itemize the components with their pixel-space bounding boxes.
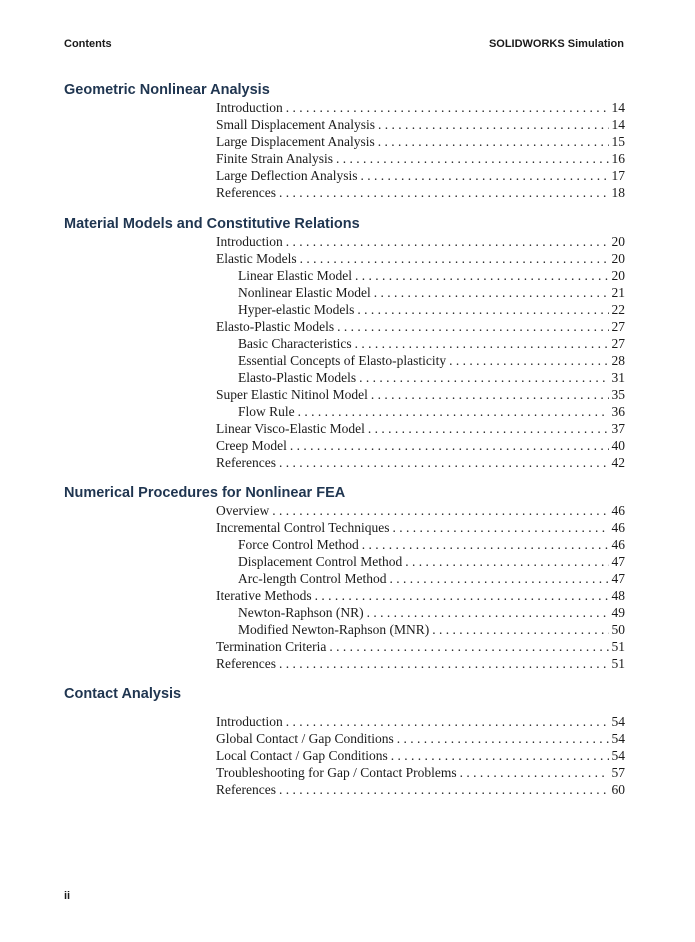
dot-leader bbox=[367, 604, 609, 621]
entry-page-number: 14 bbox=[611, 117, 625, 132]
toc-entry[interactable] bbox=[216, 454, 625, 471]
section-title: Material Models and Constitutive Relations bbox=[64, 216, 360, 232]
entry-title: Incremental Control Techniques bbox=[216, 520, 390, 535]
toc-section-numerical-procedures bbox=[64, 484, 624, 672]
entry-page-number: 20 bbox=[611, 251, 625, 266]
dot-leader bbox=[300, 250, 609, 267]
dot-leader bbox=[315, 587, 609, 604]
entry-page-number: 46 bbox=[611, 503, 625, 518]
toc-subentry[interactable] bbox=[216, 284, 625, 301]
entry-page-number: 15 bbox=[611, 134, 625, 149]
toc-subentry[interactable] bbox=[216, 570, 625, 587]
toc-section-contact-analysis bbox=[64, 685, 624, 798]
dot-leader bbox=[397, 730, 609, 747]
toc-entry[interactable] bbox=[216, 133, 625, 150]
entry-title: Flow Rule bbox=[238, 404, 295, 419]
entry-page-number: 18 bbox=[611, 185, 625, 200]
entry-title: Overview bbox=[216, 503, 270, 518]
entry-title: References bbox=[216, 656, 276, 671]
entry-title: Linear Elastic Model bbox=[238, 268, 352, 283]
entry-page-number: 35 bbox=[611, 387, 625, 402]
toc-entry[interactable] bbox=[216, 437, 625, 454]
entry-page-number: 36 bbox=[611, 404, 625, 419]
header-book-title: SOLIDWORKS Simulation bbox=[488, 38, 624, 50]
toc-entry[interactable] bbox=[216, 150, 625, 167]
toc-subentry[interactable] bbox=[216, 267, 625, 284]
entry-page-number: 20 bbox=[611, 268, 625, 283]
entry-title: Newton-Raphson (NR) bbox=[238, 605, 364, 620]
dot-leader bbox=[371, 386, 609, 403]
toc-subentry[interactable] bbox=[216, 403, 625, 420]
entry-page-number: 21 bbox=[611, 285, 625, 300]
header-contents-label: Contents bbox=[64, 38, 112, 50]
dot-leader bbox=[279, 184, 609, 201]
toc-entry-list bbox=[216, 502, 625, 672]
entry-page-number: 54 bbox=[611, 714, 625, 729]
toc-entry[interactable] bbox=[216, 713, 625, 730]
toc-subentry[interactable] bbox=[216, 604, 625, 621]
dot-leader bbox=[298, 403, 609, 420]
entry-title: Linear Visco-Elastic Model bbox=[216, 421, 365, 436]
toc-entry[interactable] bbox=[216, 655, 625, 672]
entry-title: Elasto-Plastic Models bbox=[238, 370, 357, 385]
dot-leader bbox=[374, 284, 609, 301]
entry-page-number: 48 bbox=[611, 588, 625, 603]
dot-leader bbox=[329, 638, 608, 655]
toc-entry[interactable] bbox=[216, 420, 625, 437]
entry-page-number: 22 bbox=[611, 302, 625, 317]
dot-leader bbox=[362, 536, 609, 553]
entry-title: Arc-length Control Method bbox=[238, 571, 387, 586]
dot-leader bbox=[368, 420, 609, 437]
dot-leader bbox=[449, 352, 608, 369]
page-number: ii bbox=[64, 890, 71, 902]
entry-page-number: 50 bbox=[611, 622, 625, 637]
entry-title: Basic Characteristics bbox=[238, 336, 352, 351]
toc-entry[interactable] bbox=[216, 116, 625, 133]
toc-entry[interactable] bbox=[216, 250, 625, 267]
dot-leader bbox=[389, 570, 608, 587]
entry-title: Finite Strain Analysis bbox=[216, 151, 334, 166]
dot-leader bbox=[272, 502, 608, 519]
toc-entry[interactable] bbox=[216, 730, 625, 747]
entry-page-number: 42 bbox=[611, 455, 625, 470]
toc-entry[interactable] bbox=[216, 587, 625, 604]
entry-page-number: 54 bbox=[611, 731, 625, 746]
dot-leader bbox=[378, 116, 609, 133]
toc-entry-list bbox=[216, 99, 625, 201]
entry-title: Hyper-elastic Models bbox=[238, 302, 355, 317]
entry-page-number: 54 bbox=[611, 748, 625, 763]
dot-leader bbox=[286, 233, 609, 250]
dot-leader bbox=[286, 99, 609, 116]
entry-title: Local Contact / Gap Conditions bbox=[216, 748, 388, 763]
dot-leader bbox=[359, 369, 608, 386]
entry-title: References bbox=[216, 782, 276, 797]
toc-entry[interactable] bbox=[216, 502, 625, 519]
toc-entry[interactable] bbox=[216, 781, 625, 798]
dot-leader bbox=[286, 713, 609, 730]
toc-entry[interactable] bbox=[216, 747, 625, 764]
toc-entry[interactable] bbox=[216, 167, 625, 184]
toc-entry[interactable] bbox=[216, 233, 625, 250]
entry-page-number: 20 bbox=[611, 234, 625, 249]
entry-page-number: 60 bbox=[611, 782, 625, 797]
entry-page-number: 28 bbox=[611, 353, 625, 368]
dot-leader bbox=[290, 437, 609, 454]
entry-title: Small Displacement Analysis bbox=[216, 117, 375, 132]
entry-title: Essential Concepts of Elasto-plasticity bbox=[238, 353, 447, 368]
toc-subentry[interactable] bbox=[216, 301, 625, 318]
dot-leader bbox=[279, 655, 609, 672]
toc-entry[interactable] bbox=[216, 184, 625, 201]
entry-page-number: 47 bbox=[611, 571, 625, 586]
toc-entry-list bbox=[216, 233, 625, 471]
entry-page-number: 46 bbox=[611, 537, 625, 552]
dot-leader bbox=[393, 519, 609, 536]
entry-page-number: 40 bbox=[611, 438, 625, 453]
toc-entry[interactable] bbox=[216, 638, 625, 655]
entry-page-number: 31 bbox=[611, 370, 625, 385]
entry-title: Super Elastic Nitinol Model bbox=[216, 387, 368, 402]
entry-title: Introduction bbox=[216, 714, 283, 729]
entry-title: Creep Model bbox=[216, 438, 287, 453]
entry-title: Force Control Method bbox=[238, 537, 359, 552]
entry-page-number: 47 bbox=[611, 554, 625, 569]
dot-leader bbox=[378, 133, 609, 150]
running-header bbox=[64, 38, 624, 54]
entry-title: Introduction bbox=[216, 100, 283, 115]
entry-page-number: 49 bbox=[611, 605, 625, 620]
toc-entry-list bbox=[216, 713, 625, 798]
dot-leader bbox=[337, 318, 608, 335]
toc-subentry[interactable] bbox=[216, 352, 625, 369]
toc-subentry[interactable] bbox=[216, 369, 625, 386]
entry-page-number: 57 bbox=[611, 765, 625, 780]
entry-page-number: 51 bbox=[611, 656, 625, 671]
dot-leader bbox=[279, 454, 609, 471]
entry-page-number: 17 bbox=[611, 168, 625, 183]
entry-page-number: 46 bbox=[611, 520, 625, 535]
dot-leader bbox=[391, 747, 609, 764]
dot-leader bbox=[355, 335, 609, 352]
dot-leader bbox=[357, 301, 608, 318]
entry-title: Large Deflection Analysis bbox=[216, 168, 358, 183]
toc-subentry[interactable] bbox=[216, 335, 625, 352]
entry-title: Displacement Control Method bbox=[238, 554, 403, 569]
toc-entry[interactable] bbox=[216, 99, 625, 116]
dot-leader bbox=[460, 764, 609, 781]
entry-title: References bbox=[216, 185, 276, 200]
entry-page-number: 16 bbox=[611, 151, 625, 166]
dot-leader bbox=[355, 267, 609, 284]
entry-title: Global Contact / Gap Conditions bbox=[216, 731, 394, 746]
dot-leader bbox=[336, 150, 608, 167]
entry-page-number: 27 bbox=[611, 319, 625, 334]
toc-entry[interactable] bbox=[216, 764, 625, 781]
entry-title: Termination Criteria bbox=[216, 639, 327, 654]
entry-title: Large Displacement Analysis bbox=[216, 134, 375, 149]
entry-title: Modified Newton-Raphson (MNR) bbox=[238, 622, 430, 637]
entry-title: References bbox=[216, 455, 276, 470]
entry-page-number: 51 bbox=[611, 639, 625, 654]
entry-title: Introduction bbox=[216, 234, 283, 249]
entry-page-number: 27 bbox=[611, 336, 625, 351]
entry-title: Nonlinear Elastic Model bbox=[238, 285, 371, 300]
toc-section-material-models bbox=[64, 215, 624, 471]
toc-entry[interactable] bbox=[216, 318, 625, 335]
toc-subentry[interactable] bbox=[216, 536, 625, 553]
toc-entry[interactable] bbox=[216, 386, 625, 403]
section-title: Numerical Procedures for Nonlinear FEA bbox=[64, 485, 346, 501]
entry-title: Iterative Methods bbox=[216, 588, 312, 603]
entry-page-number: 14 bbox=[611, 100, 625, 115]
toc-subentry[interactable] bbox=[216, 553, 625, 570]
dot-leader bbox=[432, 621, 608, 638]
toc-section-geometric-nonlinear bbox=[64, 81, 624, 201]
section-title: Contact Analysis bbox=[64, 686, 182, 702]
toc-entry[interactable] bbox=[216, 519, 625, 536]
toc-subentry[interactable] bbox=[216, 621, 625, 638]
dot-leader bbox=[360, 167, 608, 184]
dot-leader bbox=[405, 553, 608, 570]
entry-title: Troubleshooting for Gap / Contact Problems bbox=[216, 765, 457, 780]
entry-page-number: 37 bbox=[611, 421, 625, 436]
entry-title: Elastic Models bbox=[216, 251, 297, 266]
section-title: Geometric Nonlinear Analysis bbox=[64, 82, 270, 98]
dot-leader bbox=[279, 781, 609, 798]
entry-title: Elasto-Plastic Models bbox=[216, 319, 335, 334]
